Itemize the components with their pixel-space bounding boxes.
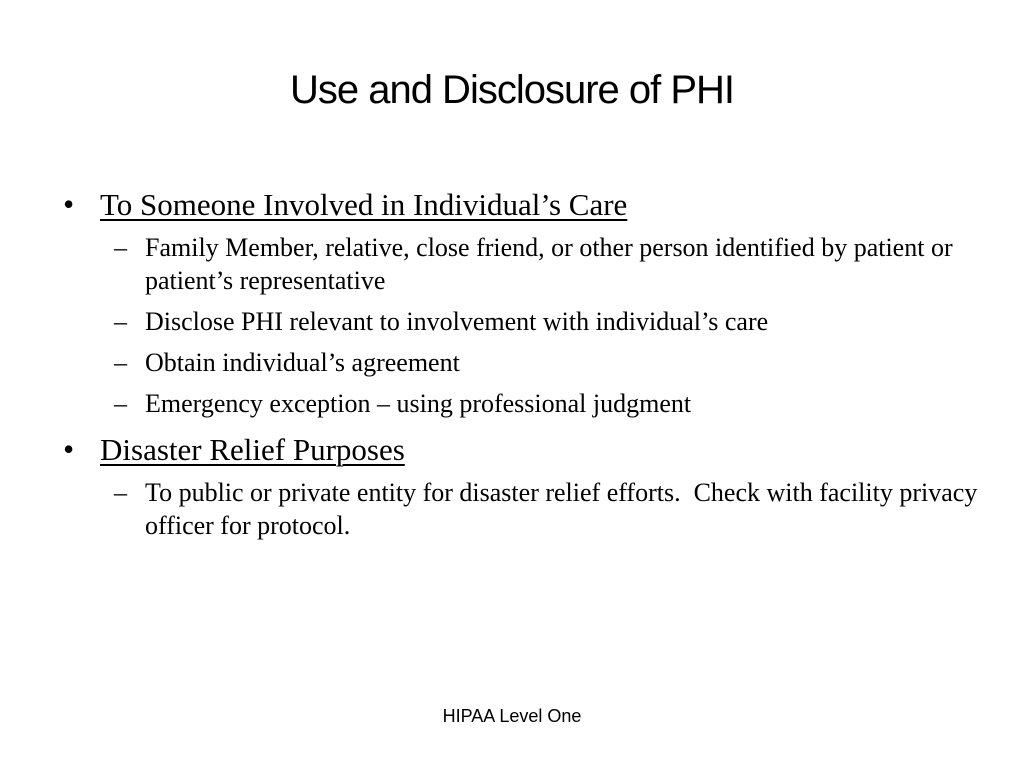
bullet-icon: • (63, 186, 75, 222)
sub-item-text: To public or private entity for disaster relief efforts. Check with facility privacy officer for protocol. (145, 478, 984, 540)
sub-item-text: Emergency exception – using professional judgment (145, 389, 692, 418)
sub-item-text: Disclose PHI relevant to involvement with individual’s care (145, 307, 769, 336)
bullet-list (60, 183, 984, 542)
dash-icon: – (114, 233, 127, 262)
sub-item (100, 231, 980, 297)
sub-list-care (100, 231, 980, 420)
sub-item (100, 476, 984, 542)
bullet-item-disaster (60, 428, 984, 542)
sub-item-text: Family Member, relative, close friend, or other person identified by patient or patient’s representative (145, 233, 953, 295)
sub-item-text: Obtain individual’s agreement (145, 348, 460, 377)
slide-body (60, 183, 984, 550)
dash-icon: – (114, 389, 127, 418)
dash-icon: – (114, 478, 127, 507)
bullet-item-care (60, 183, 980, 420)
bullet-heading-disaster: Disaster Relief Purposes (100, 432, 405, 467)
sub-list-disaster (100, 476, 984, 542)
bullet-heading-care: To Someone Involved in Individual’s Care (100, 187, 628, 222)
sub-item (100, 346, 980, 379)
dash-icon: – (114, 307, 127, 336)
sub-item (100, 387, 980, 420)
slide-title: Use and Disclosure of PHI (289, 68, 735, 112)
slide-footer: HIPAA Level One (442, 706, 582, 726)
sub-item (100, 305, 980, 338)
bullet-icon: • (63, 431, 75, 467)
dash-icon: – (114, 348, 127, 377)
